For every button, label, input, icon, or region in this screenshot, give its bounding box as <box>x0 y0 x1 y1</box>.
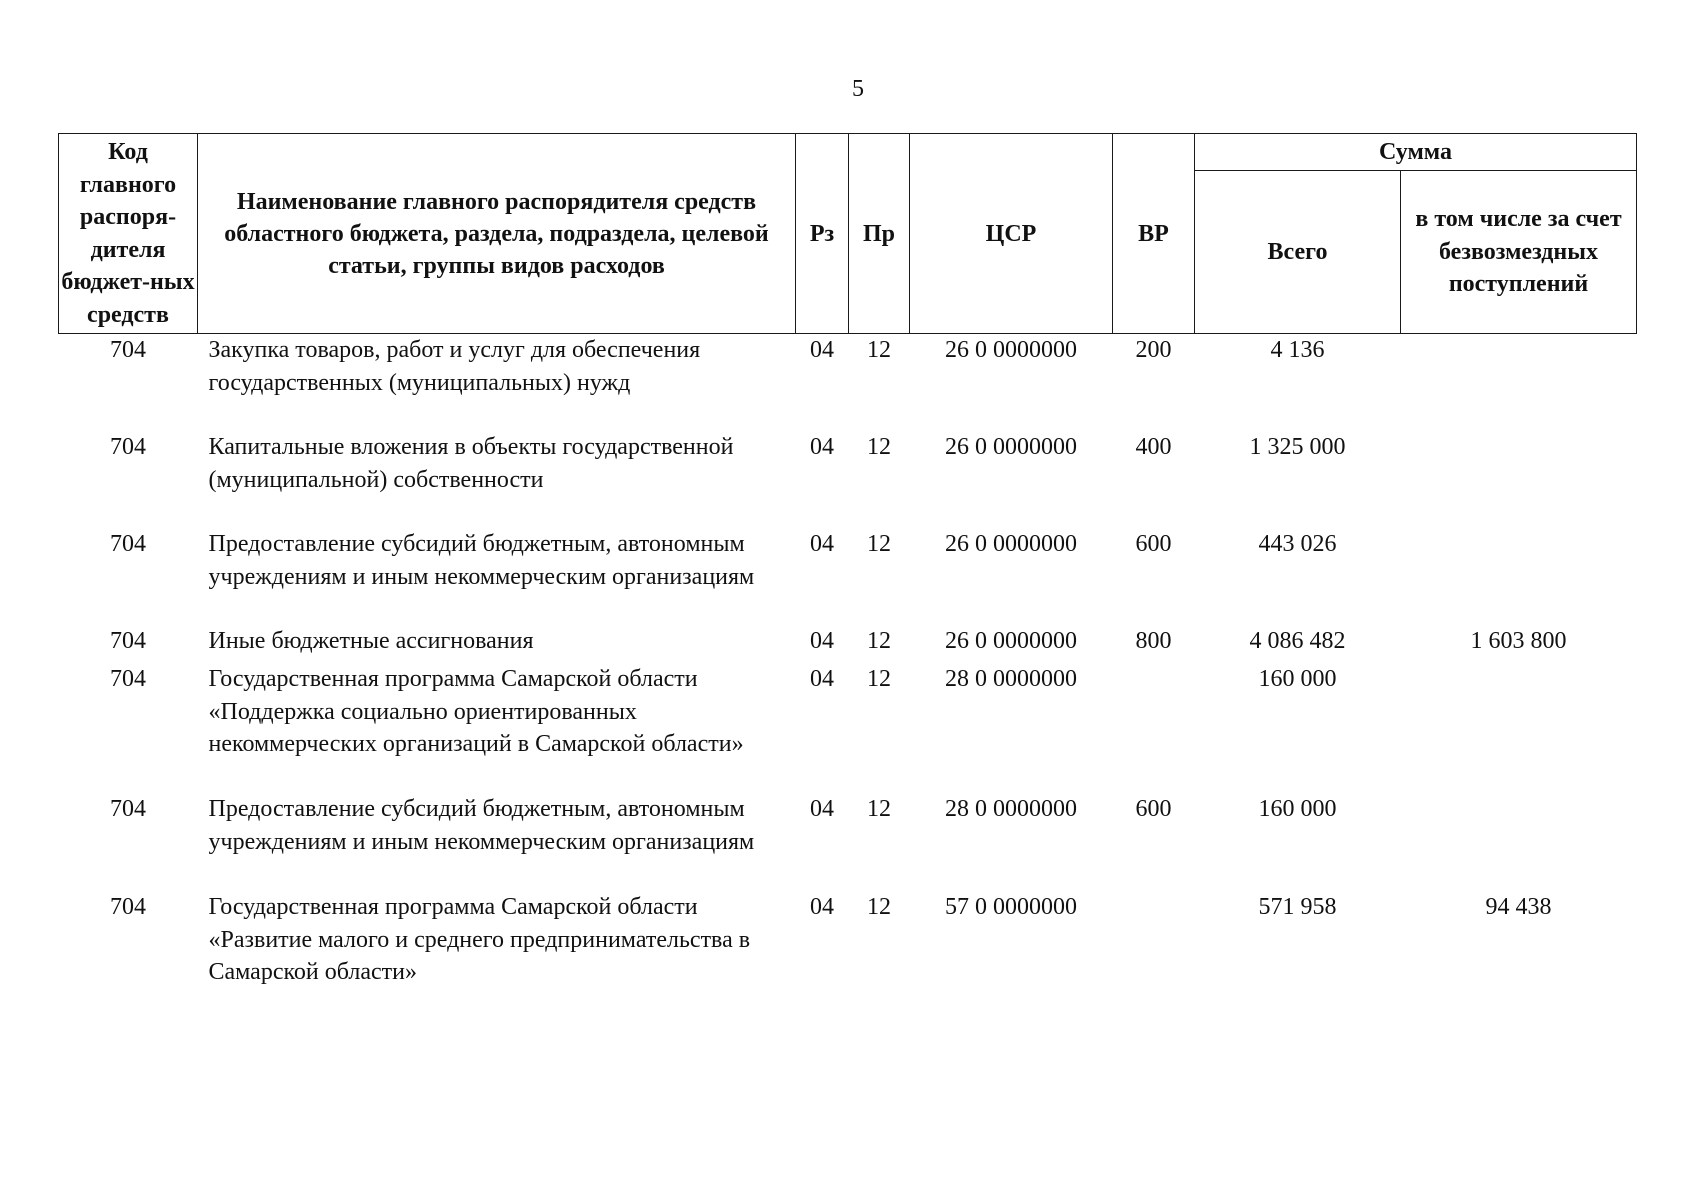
cell-free <box>1401 528 1637 625</box>
cell-code: 704 <box>110 796 146 822</box>
cell-csr: 28 0 0000000 <box>945 796 1077 822</box>
cell-free: 1 603 800 <box>1470 628 1567 654</box>
cell-rz: 04 <box>810 628 834 654</box>
cell-rz: 04 <box>810 337 834 363</box>
cell-total: 1 325 000 <box>1249 434 1346 460</box>
table-row <box>59 334 1637 432</box>
cell-name: Государственная программа Самарской области «Поддержка социально ориентированных некоммерческих организаций в Самарской области» <box>208 666 744 757</box>
cell-pr: 12 <box>867 628 891 654</box>
cell-name: Закупка товаров, работ и услуг для обеспечения государственных (муниципальных) нужд <box>208 337 701 396</box>
cell-rz: 04 <box>810 666 834 692</box>
cell-name: Предоставление субсидий бюджетным, автономным учреждениям и иным некоммерческим организациям <box>208 531 755 590</box>
table-row <box>59 891 1637 989</box>
header-summa: Сумма <box>1195 134 1637 171</box>
table-row <box>59 625 1637 663</box>
table-row <box>59 528 1637 625</box>
cell-pr: 12 <box>867 434 891 460</box>
table-row <box>59 663 1637 793</box>
cell-pr: 12 <box>867 894 891 920</box>
header-rz: Рз <box>796 134 849 334</box>
table-row <box>59 793 1637 891</box>
cell-code: 704 <box>110 894 146 920</box>
cell-code: 704 <box>110 337 146 363</box>
header-vr: ВР <box>1113 134 1195 334</box>
cell-rz: 04 <box>810 531 834 557</box>
cell-csr: 28 0 0000000 <box>945 666 1077 692</box>
header-free: в том числе за счет безвозмездных поступлений <box>1401 171 1637 334</box>
header-pr: Пр <box>849 134 910 334</box>
cell-free <box>1401 334 1637 432</box>
cell-code: 704 <box>110 628 146 654</box>
cell-vr: 800 <box>1135 628 1172 654</box>
cell-pr: 12 <box>867 531 891 557</box>
cell-csr: 26 0 0000000 <box>945 434 1077 460</box>
cell-total: 571 958 <box>1258 894 1337 920</box>
table-header <box>59 134 1637 334</box>
cell-total: 160 000 <box>1258 796 1337 822</box>
cell-name: Государственная программа Самарской области «Развитие малого и среднего предпринимательства в Самарской области» <box>208 894 751 985</box>
cell-free <box>1401 431 1637 528</box>
cell-vr: 600 <box>1135 531 1172 557</box>
cell-total: 160 000 <box>1258 666 1337 692</box>
cell-rz: 04 <box>810 434 834 460</box>
budget-table <box>58 133 1637 989</box>
table-body <box>59 334 1637 990</box>
table-row <box>59 431 1637 528</box>
cell-total: 4 136 <box>1270 337 1325 363</box>
cell-csr: 26 0 0000000 <box>945 337 1077 363</box>
cell-name: Капитальные вложения в объекты государственной (муниципальной) собственности <box>208 434 734 493</box>
cell-vr <box>1113 663 1195 793</box>
cell-free <box>1401 663 1637 793</box>
cell-csr: 26 0 0000000 <box>945 531 1077 557</box>
page-number: 5 <box>852 76 864 102</box>
cell-pr: 12 <box>867 796 891 822</box>
cell-total: 443 026 <box>1258 531 1337 557</box>
cell-free: 94 438 <box>1485 894 1552 920</box>
header-csr: ЦСР <box>910 134 1113 334</box>
cell-csr: 26 0 0000000 <box>945 628 1077 654</box>
cell-rz: 04 <box>810 796 834 822</box>
cell-name: Предоставление субсидий бюджетным, автономным учреждениям и иным некоммерческим организациям <box>208 796 755 855</box>
header-total: Всего <box>1195 171 1401 334</box>
cell-code: 704 <box>110 434 146 460</box>
cell-code: 704 <box>110 666 146 692</box>
cell-csr: 57 0 0000000 <box>945 894 1077 920</box>
cell-free <box>1401 793 1637 891</box>
header-code: Код главного распоря-дителя бюджет-ных средств <box>59 134 198 334</box>
cell-pr: 12 <box>867 337 891 363</box>
cell-vr: 200 <box>1135 337 1172 363</box>
cell-vr: 600 <box>1135 796 1172 822</box>
cell-vr <box>1113 891 1195 989</box>
cell-pr: 12 <box>867 666 891 692</box>
header-name: Наименование главного распорядителя средств областного бюджета, раздела, подраздела, целевой статьи, группы видов расходов <box>198 134 796 334</box>
cell-code: 704 <box>110 531 146 557</box>
cell-rz: 04 <box>810 894 834 920</box>
cell-name: Иные бюджетные ассигнования <box>208 628 534 654</box>
cell-vr: 400 <box>1135 434 1172 460</box>
cell-total: 4 086 482 <box>1249 628 1346 654</box>
